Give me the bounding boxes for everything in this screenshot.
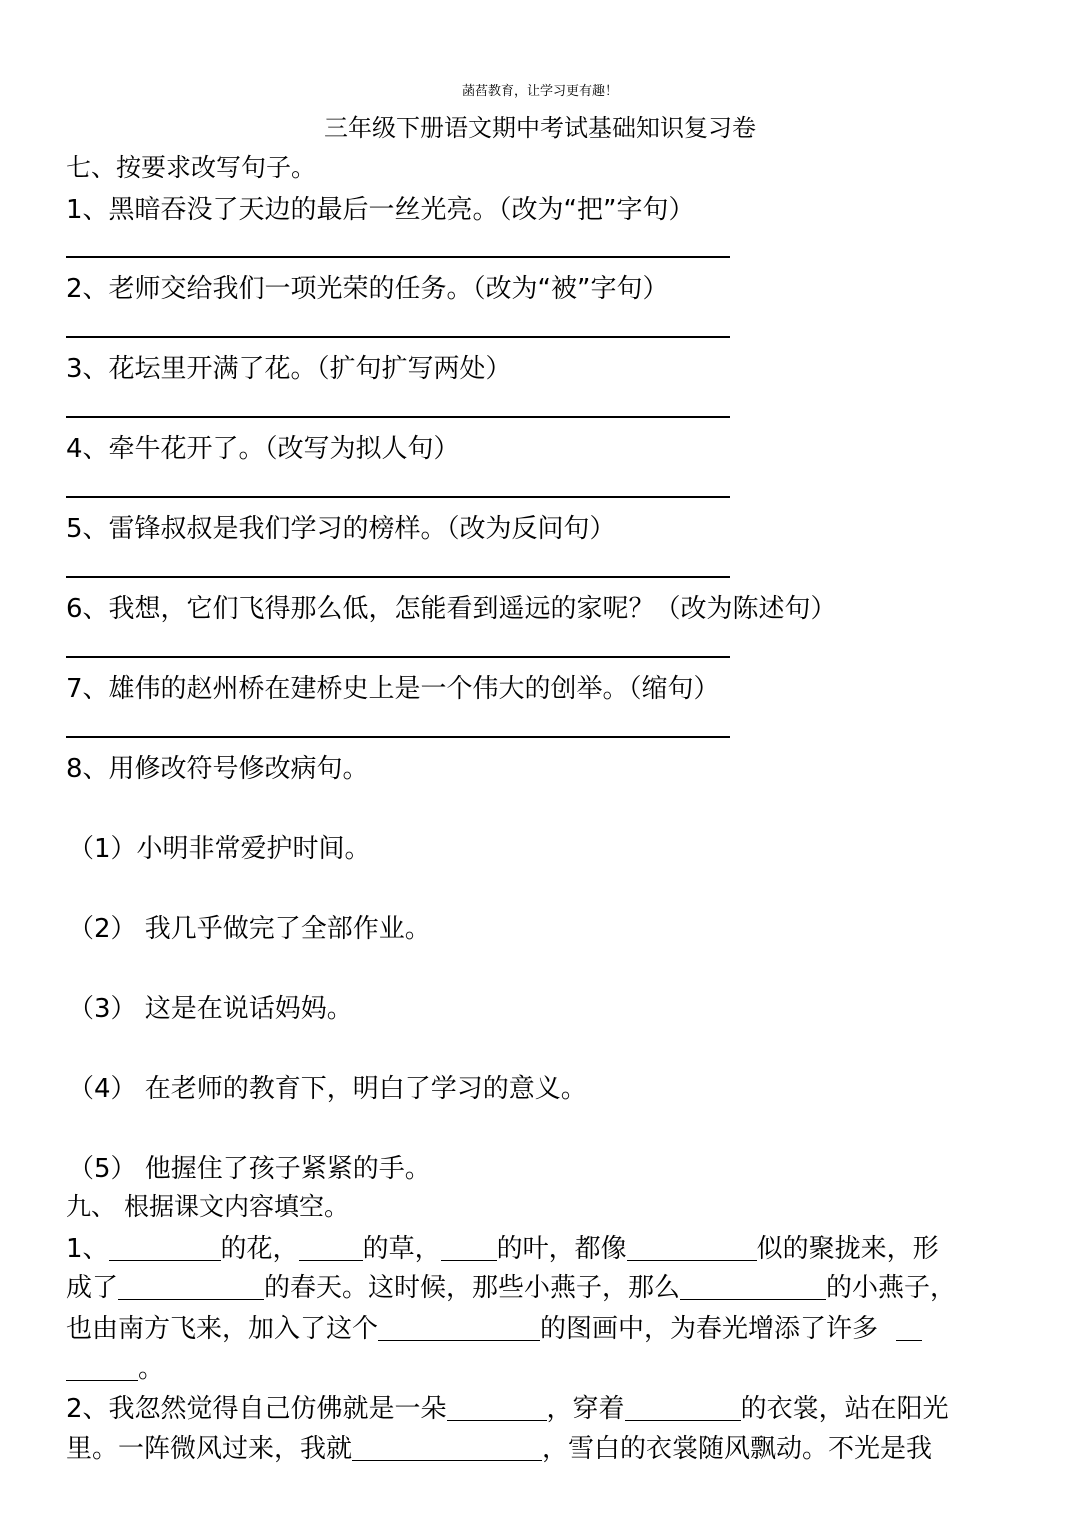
fill-blank[interactable] <box>625 1394 741 1421</box>
answer-line-7[interactable] <box>66 736 730 738</box>
sub-item-4: （4） 在老师的教育下，明白了学习的意义。 <box>68 1074 587 1104</box>
text: 的图画中，为春光增添了许多 <box>540 1314 879 1344</box>
text: 的草， <box>362 1234 441 1264</box>
text: 的小燕子， <box>826 1273 957 1303</box>
text: 似的聚拢来，形 <box>756 1234 939 1264</box>
question-8: 8、用修改符号修改病句。 <box>66 754 369 784</box>
answer-line-2[interactable] <box>66 336 730 338</box>
answer-line-6[interactable] <box>66 656 730 658</box>
sub-item-1: （1）小明非常爱护时间。 <box>68 834 371 864</box>
text: 里。一阵微风过来，我就 <box>66 1434 353 1464</box>
text: 的叶，都像 <box>496 1234 627 1264</box>
text: 的花， <box>220 1234 299 1264</box>
question-7: 7、雄伟的赵州桥在建桥史上是一个伟大的创举。（缩句） <box>66 674 720 704</box>
fill-blank[interactable] <box>299 1234 363 1261</box>
text: 2、我忽然觉得自己仿佛就是一朵 <box>66 1394 447 1424</box>
fill-blank[interactable] <box>378 1314 540 1341</box>
fill-blank[interactable] <box>680 1273 826 1300</box>
answer-line-4[interactable] <box>66 496 730 498</box>
fill-blank[interactable] <box>352 1434 542 1461</box>
question-4: 4、牵牛花开了。（改写为拟人句） <box>66 434 460 464</box>
fill-paragraph-1-line-4 <box>66 1348 164 1385</box>
question-2: 2、老师交给我们一项光荣的任务。（改为“被”字句） <box>66 274 669 304</box>
page-header-watermark: 菡萏教育，让学习更有趣！ <box>461 84 618 99</box>
page-title: 三年级下册语文期中考试基础知识复习卷 <box>324 114 756 142</box>
fill-blank[interactable] <box>447 1394 547 1421</box>
section-9-heading: 九、 根据课文内容填空。 <box>66 1192 349 1221</box>
fill-paragraph-2-line-2 <box>66 1428 932 1465</box>
text: 。 <box>138 1354 165 1384</box>
text: 成了 <box>66 1273 119 1303</box>
fill-blank[interactable] <box>109 1234 221 1261</box>
question-6: 6、我想，它们飞得那么低，怎能看到遥远的家呢？（改为陈述句） <box>66 594 837 624</box>
fill-paragraph-1-line-1 <box>66 1228 939 1265</box>
fill-blank[interactable] <box>441 1234 497 1261</box>
answer-line-5[interactable] <box>66 576 730 578</box>
answer-line-3[interactable] <box>66 416 730 418</box>
sub-item-2: （2） 我几乎做完了全部作业。 <box>68 914 431 944</box>
sub-item-5: （5） 他握住了孩子紧紧的手。 <box>68 1154 431 1184</box>
fill-paragraph-1-line-2 <box>66 1267 956 1304</box>
text: ，雪白的衣裳随风飘动。不光是我 <box>542 1434 933 1464</box>
text: 也由南方飞来，加入了这个 <box>66 1314 379 1344</box>
question-5: 5、雷锋叔叔是我们学习的榜样。（改为反问句） <box>66 514 616 544</box>
text: 的春天。这时候，那些小燕子，那么 <box>264 1273 681 1303</box>
text: 的衣裳，站在阳光 <box>740 1394 949 1424</box>
fill-paragraph-2-line-1 <box>66 1388 949 1425</box>
fill-paragraph-1-line-3 <box>66 1308 922 1345</box>
fill-blank[interactable] <box>118 1273 264 1300</box>
question-3: 3、花坛里开满了花。（扩句扩写两处） <box>66 354 512 384</box>
fill-blank[interactable] <box>896 1314 922 1341</box>
fill-blank[interactable] <box>627 1234 757 1261</box>
question-1: 1、黑暗吞没了天边的最后一丝光亮。（改为“把”字句） <box>66 195 695 225</box>
section-7-heading: 七、按要求改写句子。 <box>66 153 317 182</box>
text: 1、 <box>66 1234 109 1264</box>
fill-blank[interactable] <box>66 1354 138 1381</box>
answer-line-1[interactable] <box>66 256 730 258</box>
text: ，穿着 <box>546 1394 625 1424</box>
sub-item-3: （3） 这是在说话妈妈。 <box>68 994 353 1024</box>
